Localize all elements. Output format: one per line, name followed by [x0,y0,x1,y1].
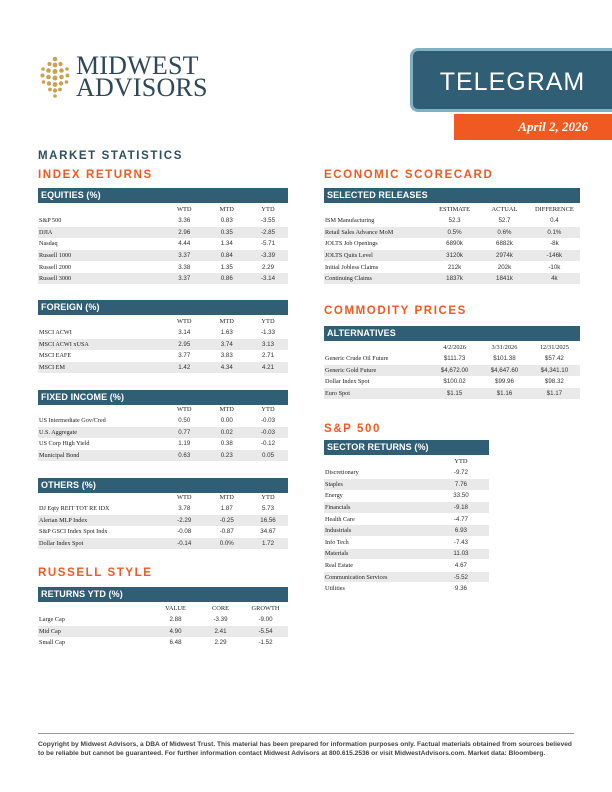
row-value: -2.29 [163,515,206,527]
row-value: 1.34 [206,238,249,250]
column-header: MTD [219,206,234,213]
row-value: -1.52 [243,637,288,649]
row-value: -8k [529,238,580,250]
row-value: -2.85 [248,227,288,239]
date-banner [454,114,612,140]
table-row [324,215,580,227]
row-value: 0.50 [163,415,206,427]
table-row [324,571,489,583]
row-value: -0.08 [163,526,206,538]
table-row [324,513,489,525]
row-label: S&P 500 [38,215,163,227]
row-value: 33.50 [433,490,489,502]
row-label: Real Estate [324,560,433,572]
row-label: JOLTS Quits Level [324,250,429,262]
row-value: 0.5% [429,227,480,239]
table-row [38,250,288,262]
row-label: Euro Spot [324,388,429,400]
row-value: $1.17 [529,388,580,400]
russell-style-heading: RUSSELL STYLE [38,567,153,579]
column-header: YTD [261,494,275,501]
row-value: -0.03 [248,415,288,427]
row-value: 2.71 [248,350,288,362]
row-label: Russell 3000 [38,273,163,285]
table-row [38,614,288,626]
table-row [38,503,288,515]
table-row [324,238,580,250]
column-header-blank [324,454,433,467]
row-value: 1.19 [163,438,206,450]
column-header: YTD [454,458,468,465]
column-header: WTD [176,318,192,325]
row-value: 6890k [429,238,480,250]
table-row [324,560,489,572]
row-label: Generic Crude Oil Future [324,353,429,365]
table-row [38,238,288,250]
sp500-heading: S&P 500 [324,423,382,435]
row-value: 2.29 [198,637,243,649]
row-value: -7.43 [433,537,489,549]
row-value: 3120k [429,250,480,262]
row-value: 6882k [480,238,529,250]
column-header: GROWTH [251,605,280,612]
row-value: 16.56 [248,515,288,527]
table-row [38,415,288,427]
row-value: -9.00 [243,614,288,626]
table-row [324,479,489,491]
column-header: DIFFERENCE [535,206,574,213]
fixed-income-header: FIXED INCOME (%) [38,390,288,405]
table-row [324,227,580,239]
table-row [324,548,489,560]
row-value: 1841k [480,273,529,285]
logo-line-2: ADVISORS [76,73,208,102]
table-row [38,261,288,273]
row-label: Retail Sales Advance MoM [324,227,429,239]
table-row [38,427,288,439]
row-value: $101.38 [480,353,529,365]
row-value: 0.84 [206,250,249,262]
row-label: Dollar Index Spot [324,376,429,388]
row-value: -0.03 [248,427,288,439]
row-label: Energy [324,490,433,502]
equities-header: EQUITIES (%) [38,188,288,203]
row-value: 3.78 [163,503,206,515]
row-value: -0.14 [163,538,206,550]
column-header: ACTUAL [491,206,518,213]
table-row [324,353,580,365]
row-value: 0.23 [206,450,249,462]
table-row [38,339,288,351]
row-label: JOLTS Job Openings [324,238,429,250]
row-value: 0.63 [163,450,206,462]
table-row [324,376,580,388]
row-value: 212k [429,261,480,273]
row-value: -0.87 [206,526,249,538]
row-value: 2974k [480,250,529,262]
row-value: 9.36 [433,583,489,595]
footer-disclaimer: Copyright by Midwest Advisors, a DBA of Midwest Trust. This material has been prepared for information purposes only. Factual materials obtained from sources believed to be reliable but cannot be guaranteed. For further information contact Midwest Advisors at 800.615.2536 or visit MidwestAdvisors.com. Market data: Bloomberg. [38,741,572,757]
column-header: 3/31/2026 [491,344,518,351]
row-value: 0.0% [206,538,249,550]
newsletter-title: TELEGRAM [439,68,586,96]
row-label: Russell 2000 [38,261,163,273]
others-table [38,490,288,550]
telegram-banner [410,48,612,112]
row-value: -3.14 [248,273,288,285]
fixed-income-table [38,402,288,462]
row-value: 4k [529,273,580,285]
row-label: Municipal Bond [38,450,163,462]
row-value: 0.05 [248,450,288,462]
alternatives-header: ALTERNATIVES [324,326,580,341]
row-label: Utilities [324,583,433,595]
row-value: 3.14 [163,327,206,339]
row-value: -1.33 [248,327,288,339]
row-value: 0.35 [206,227,249,239]
row-value: $100.02 [429,376,480,388]
row-value: -5.71 [248,238,288,250]
row-value: 1837k [429,273,480,285]
row-value: -146k [529,250,580,262]
row-value: 0.1% [529,227,580,239]
table-row [38,637,288,649]
column-header: CORE [211,605,230,612]
row-value: 202k [480,261,529,273]
column-header-blank [38,490,163,503]
column-header-blank [324,202,429,215]
table-row [324,525,489,537]
foreign-table [38,314,288,374]
table-row [38,438,288,450]
row-label: Small Cap [38,637,153,649]
sector-returns-table [324,454,489,595]
row-label: MSCI EM [38,362,163,374]
table-row [38,227,288,239]
row-label: Communication Services [324,571,433,583]
table-row [324,365,580,377]
row-label: U.S. Aggregate [38,427,163,439]
column-header: MTD [219,318,234,325]
row-value: 3.13 [248,339,288,351]
table-row [38,538,288,550]
table-row [38,327,288,339]
row-value: $1.16 [480,388,529,400]
row-value: $111.73 [429,353,480,365]
foreign-header: FOREIGN (%) [38,300,288,315]
row-value: -4.77 [433,513,489,525]
row-value: 3.83 [206,350,249,362]
table-row [38,515,288,527]
footer-divider [38,733,574,734]
russell-returns-header: RETURNS YTD (%) [38,587,288,602]
row-value: 4.34 [206,362,249,374]
row-value: -3.55 [248,215,288,227]
row-value: 1.63 [206,327,249,339]
row-value: 2.88 [153,614,198,626]
row-label: Mid Cap [38,626,153,638]
row-value: 52.3 [429,215,480,227]
row-value: -9.72 [433,467,489,479]
row-value: $98.32 [529,376,580,388]
row-value: -3.39 [198,614,243,626]
table-row [324,273,580,285]
economic-scorecard-table [324,202,580,285]
row-value: 1.42 [163,362,206,374]
market-statistics-heading: MARKET STATISTICS [38,150,183,162]
row-value: 0.6% [480,227,529,239]
issue-date: April 2, 2026 [518,119,588,134]
table-row [324,502,489,514]
table-row [38,215,288,227]
row-value: 3.74 [206,339,249,351]
column-header-blank [324,340,429,353]
row-label: Financials [324,502,433,514]
column-header: ESTIMATE [439,206,470,213]
row-value: -3.39 [248,250,288,262]
row-value: $4,672.00 [429,365,480,377]
index-returns-heading: INDEX RETURNS [38,169,153,181]
row-value: 0.02 [206,427,249,439]
row-label: Continuing Claims [324,273,429,285]
row-value: 0.83 [206,215,249,227]
row-value: $1.15 [429,388,480,400]
table-row [324,537,489,549]
row-label: MSCI ACWI [38,327,163,339]
row-value: 52.7 [480,215,529,227]
column-header: WTD [176,494,192,501]
row-label: MSCI ACWI xUSA [38,339,163,351]
row-label: Materials [324,548,433,560]
row-value: 3.77 [163,350,206,362]
table-row [324,467,489,479]
row-label: Dollar Index Spot [38,538,163,550]
column-header: WTD [176,206,192,213]
row-value: $4,341.10 [529,365,580,377]
table-row [324,388,580,400]
row-value: 3.37 [163,273,206,285]
column-header: MTD [219,494,234,501]
commodity-prices-heading: COMMODITY PRICES [324,305,467,317]
wheat-emblem-icon [38,55,72,99]
selected-releases-header: SELECTED RELEASES [324,188,580,203]
row-value: 0.77 [163,427,206,439]
column-header: VALUE [165,605,186,612]
column-header-blank [38,314,163,327]
row-label: Discretionary [324,467,433,479]
table-row [324,490,489,502]
column-header-blank [38,402,163,415]
row-value: -5.54 [243,626,288,638]
row-value: 0.4 [529,215,580,227]
row-value: 0.38 [206,438,249,450]
table-row [38,450,288,462]
row-value: 4.90 [153,626,198,638]
economic-scorecard-heading: ECONOMIC SCORECARD [324,169,494,181]
table-row [38,350,288,362]
row-value: -5.52 [433,571,489,583]
row-value: 1.87 [206,503,249,515]
row-label: Staples [324,479,433,491]
row-label: DJ Eqty REIT TOT RE IDX [38,503,163,515]
row-value: -0.12 [248,438,288,450]
row-value: 2.96 [163,227,206,239]
table-row [324,583,489,595]
column-header: YTD [261,318,275,325]
row-value: $57.42 [529,353,580,365]
table-row [38,626,288,638]
russell-style-table [38,601,288,649]
row-value: 6.93 [433,525,489,537]
row-value: -0.25 [206,515,249,527]
row-label: MSCI EAFE [38,350,163,362]
row-label: Russell 1000 [38,250,163,262]
column-header: 12/31/2025 [539,344,569,351]
row-label: Industrials [324,525,433,537]
column-header: MTD [219,406,234,413]
row-value: 4.21 [248,362,288,374]
row-value: 11.03 [433,548,489,560]
column-header: YTD [261,206,275,213]
row-value: 3.38 [163,261,206,273]
row-label: Alerian MLP Index [38,515,163,527]
others-header: OTHERS (%) [38,478,288,493]
table-row [38,362,288,374]
row-value: 2.29 [248,261,288,273]
row-value: 0.00 [206,415,249,427]
row-value: 5.73 [248,503,288,515]
logo-line-1: MIDWEST [76,51,199,80]
row-value: $99.96 [480,376,529,388]
table-row [38,526,288,538]
row-value: 7.76 [433,479,489,491]
row-value: 0.86 [206,273,249,285]
row-value: 3.36 [163,215,206,227]
row-label: DJIA [38,227,163,239]
row-value: 3.37 [163,250,206,262]
table-row [324,250,580,262]
sector-returns-header: SECTOR RETURNS (%) [324,440,489,455]
row-label: US Intermediate Gov/Cred [38,415,163,427]
row-label: Info Tech [324,537,433,549]
row-label: Large Cap [38,614,153,626]
equities-table [38,202,288,285]
row-label: Initial Jobless Claims [324,261,429,273]
row-value: 4.44 [163,238,206,250]
row-value: 2.41 [198,626,243,638]
column-header-blank [38,601,153,614]
column-header: YTD [261,406,275,413]
row-value: 4.67 [433,560,489,572]
row-value: $4,647.60 [480,365,529,377]
column-header: 4/2/2026 [443,344,466,351]
row-value: 2.95 [163,339,206,351]
row-label: Generic Gold Future [324,365,429,377]
row-value: 6.48 [153,637,198,649]
row-label: Health Care [324,513,433,525]
row-value: -10k [529,261,580,273]
table-row [324,261,580,273]
row-value: 1.35 [206,261,249,273]
table-row [38,273,288,285]
row-label: Nasdaq [38,238,163,250]
row-value: 1.72 [248,538,288,550]
company-logo [38,51,208,102]
row-label: ISM Manufacturing [324,215,429,227]
row-label: S&P GSCI Index Spot Indx [38,526,163,538]
column-header: WTD [176,406,192,413]
column-header-blank [38,202,163,215]
row-label: US Corp High Yield [38,438,163,450]
commodity-prices-table [324,340,580,400]
row-value: 34.67 [248,526,288,538]
row-value: -9.18 [433,502,489,514]
